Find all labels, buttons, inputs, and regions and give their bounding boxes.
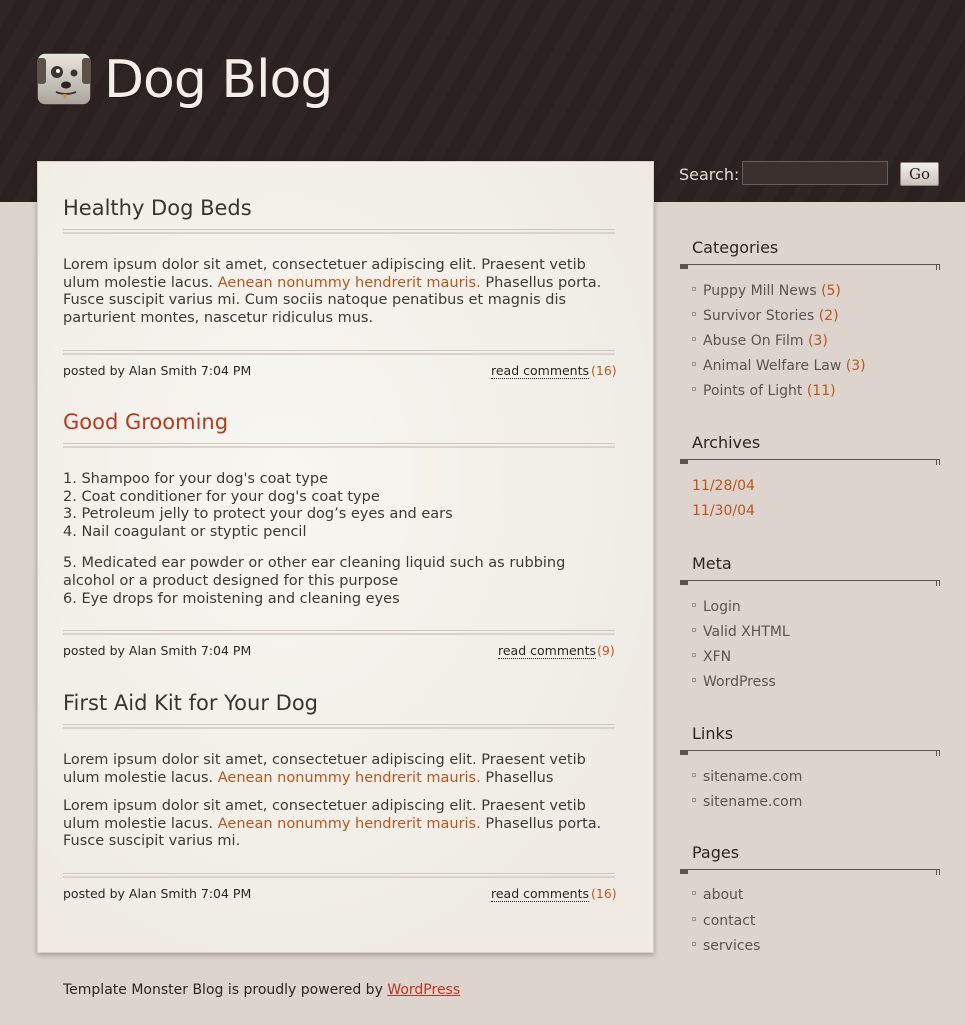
sidebar-item-meta[interactable]: WordPress [692, 674, 776, 690]
sidebar-heading-categories: Categories [692, 238, 779, 257]
list-item: 5. Medicated ear powder or other ear cleaning liquid such as rubbing [63, 555, 566, 571]
bullet-icon [692, 798, 696, 802]
search-label: Search: [679, 165, 740, 184]
sidebar-divider [680, 750, 940, 756]
bullet-icon [692, 387, 696, 391]
bullet-icon [692, 603, 696, 607]
sidebar-item-page[interactable]: contact [692, 913, 755, 929]
post-title[interactable]: Good Grooming [63, 410, 229, 434]
inline-link[interactable]: Aenean nonummy hendrerit mauris. [217, 815, 481, 832]
sidebar-item-meta[interactable]: Login [692, 599, 741, 615]
site-title[interactable]: Dog Blog [104, 50, 333, 110]
comment-count: (9) [597, 643, 615, 658]
sidebar-heading-pages: Pages [692, 843, 740, 862]
post-footer-divider [63, 873, 615, 878]
post-title[interactable]: First Aid Kit for Your Dog [63, 691, 318, 715]
sidebar-divider [680, 580, 940, 586]
bullet-icon [692, 287, 696, 291]
title-divider [63, 229, 615, 234]
post-body: Lorem ipsum dolor sit amet, consectetuer adipiscing elit. Praesent vetib ulum molestie lacus. Aenean nonummy hendrerit mauris. Phasellus porta. Fusce suscipit varius mi. [63, 798, 602, 850]
post-meta: posted by Alan Smith 7:04 PM [63, 643, 252, 658]
sidebar-item-page[interactable]: about [692, 887, 743, 903]
sidebar-item-link[interactable]: sitename.com [692, 769, 802, 785]
comment-count: (16) [591, 886, 617, 901]
list-item: 3. Petroleum jelly to protect your dog’s eyes and ears [63, 506, 453, 522]
list-item: 6. Eye drops for moistening and cleaning eyes [63, 591, 400, 607]
read-comments-link[interactable]: read comments [491, 886, 590, 901]
list-item: 4. Nail coagulant or styptic pencil [63, 524, 307, 540]
sidebar-item-category[interactable]: Puppy Mill News (5) [692, 283, 841, 299]
list-item: alcohol or a product designed for this purpose [63, 573, 399, 589]
sidebar-heading-meta: Meta [692, 554, 732, 573]
bullet-icon [692, 917, 696, 921]
post-meta: posted by Alan Smith 7:04 PM [63, 363, 252, 378]
sidebar-item-meta[interactable]: Valid XHTML [692, 624, 790, 640]
sidebar-item-meta[interactable]: XFN [692, 649, 731, 665]
sidebar-divider [680, 869, 940, 875]
inline-link[interactable]: Aenean nonummy hendrerit mauris. [217, 274, 481, 291]
dog-logo-icon[interactable] [36, 52, 92, 106]
post-title[interactable]: Healthy Dog Beds [63, 196, 252, 220]
title-divider [63, 443, 615, 448]
bullet-icon [692, 678, 696, 682]
bullet-icon [692, 891, 696, 895]
search-input[interactable] [742, 161, 888, 185]
sidebar-divider [680, 459, 940, 465]
bullet-icon [692, 653, 696, 657]
search-go-button[interactable]: Go [900, 162, 939, 186]
sidebar-heading-links: Links [692, 724, 734, 743]
sidebar-item-category[interactable]: Points of Light (11) [692, 383, 836, 399]
read-comments-link[interactable]: read comments [498, 643, 597, 658]
sidebar-item-page[interactable]: services [692, 938, 760, 954]
bullet-icon [692, 628, 696, 632]
sidebar-item-link[interactable]: sitename.com [692, 794, 802, 810]
title-divider [63, 724, 615, 729]
bullet-icon [692, 773, 696, 777]
inline-link[interactable]: Aenean nonummy hendrerit mauris. [217, 769, 481, 786]
post-body: Lorem ipsum dolor sit amet, consectetuer adipiscing elit. Praesent vetib ulum molestie lacus. Aenean nonummy hendrerit mauris. Phasellus porta. Fusce suscipit varius mi. Cum sociis natoque penatibus et magnis dis parturient montes, nascetur ridiculus mus. [63, 257, 602, 327]
sidebar-heading-archives: Archives [692, 433, 761, 452]
post-footer-divider [63, 350, 615, 355]
list-item: 1. Shampoo for your dog's coat type [63, 471, 329, 487]
bullet-icon [692, 312, 696, 316]
post-body: Lorem ipsum dolor sit amet, consectetuer adipiscing elit. Praesent vetib ulum molestie lacus. Aenean nonummy hendrerit mauris. Phasellus [63, 752, 586, 786]
read-comments-link[interactable]: read comments [491, 363, 590, 378]
post-meta: posted by Alan Smith 7:04 PM [63, 886, 252, 901]
sidebar-item-category[interactable]: Survivor Stories (2) [692, 308, 839, 324]
bullet-icon [692, 942, 696, 946]
sidebar-item-category[interactable]: Animal Welfare Law (3) [692, 358, 866, 374]
footer-wordpress-link[interactable]: WordPress [387, 982, 461, 998]
bullet-icon [692, 337, 696, 341]
bullet-icon [692, 362, 696, 366]
sidebar-item-archive[interactable]: 11/28/04 [692, 478, 755, 494]
sidebar-divider [680, 264, 940, 270]
post-footer-divider [63, 630, 615, 635]
sidebar-item-category[interactable]: Abuse On Film (3) [692, 333, 828, 349]
sidebar-item-archive[interactable]: 11/30/04 [692, 503, 755, 519]
list-item: 2. Coat conditioner for your dog's coat type [63, 489, 380, 505]
footer: Template Monster Blog is proudly powered by WordPress [63, 982, 461, 998]
comment-count: (16) [591, 363, 617, 378]
